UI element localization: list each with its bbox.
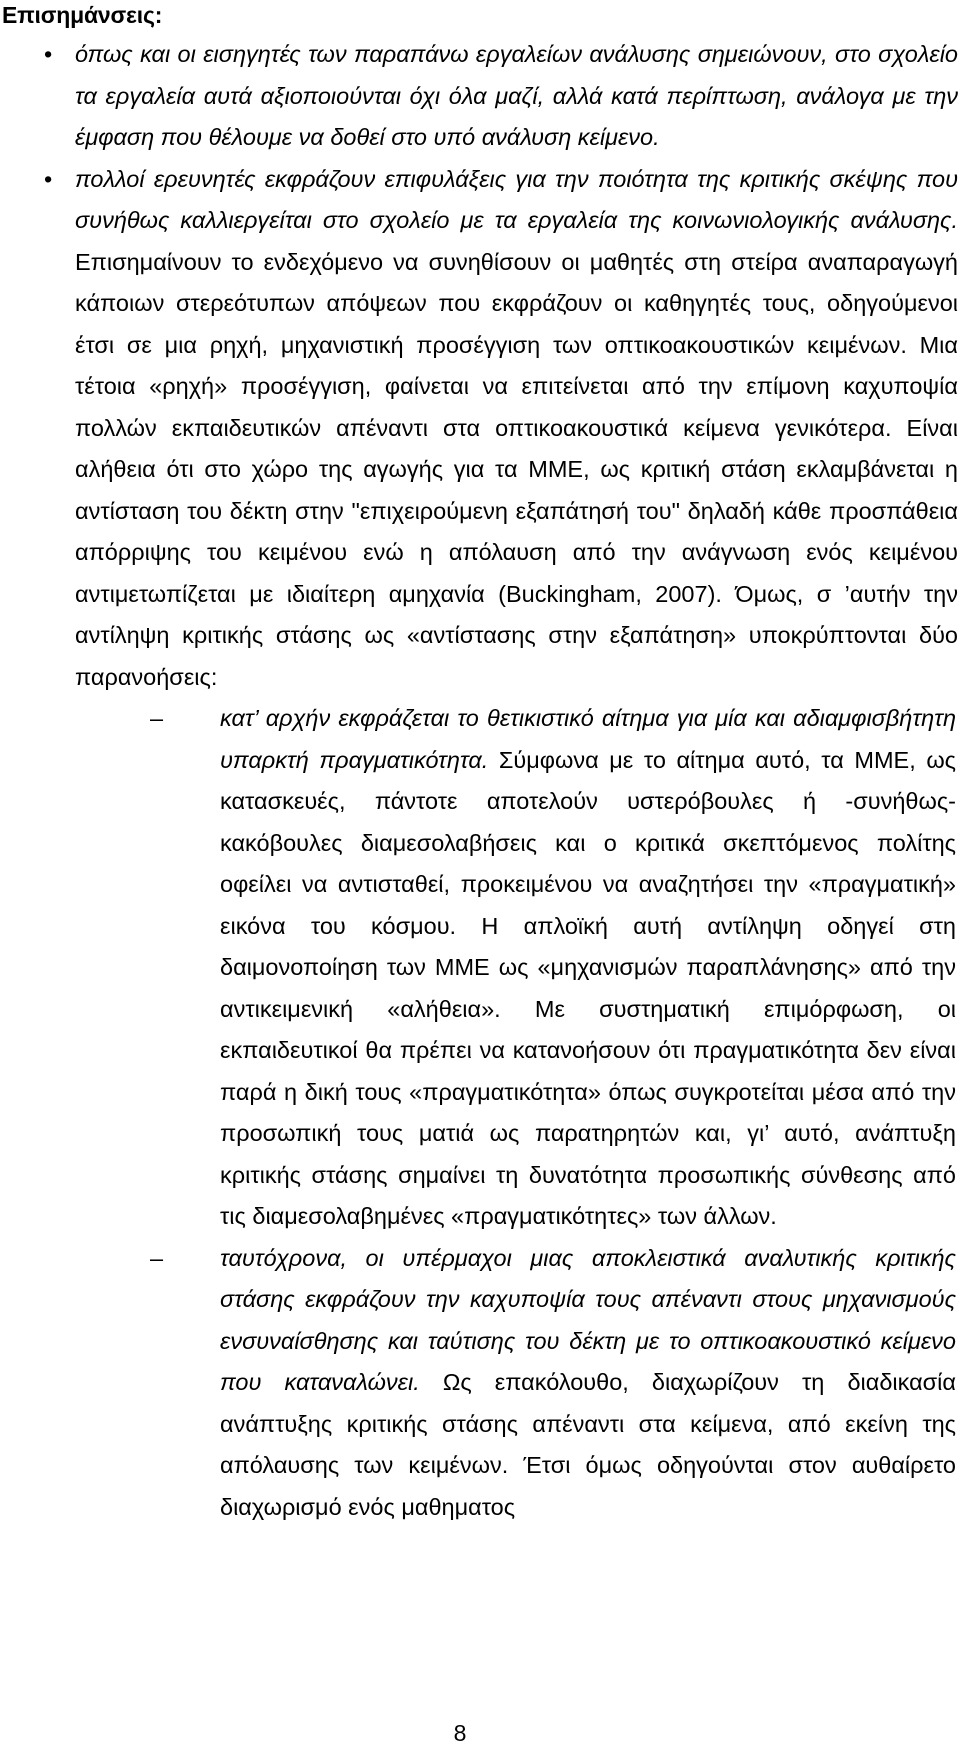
dash-1-body-text: Σύμφωνα με το αίτημα αυτό, τα ΜΜΕ, ως κατασκευές, πάντοτε αποτελούν υστερόβουλες ή -συνήθως- κακόβουλες διαμεσολαβήσεις και ο κριτικά σκεπτόμενος πολίτης οφείλει να αντισταθεί, προκειμένου να αναζητήσει την «πραγματική» εικόνα του κόσμου. Η απλοϊκή αυτή αντίληψη οδηγεί στη δαιμονοποίηση των ΜΜΕ ως «μηχανισμών παραπλάνησης» από την αντικειμενική «αλήθεια». Με συστηματική επιμόρφωση, οι εκπαιδευτικοί θα πρέπει να κατανοήσουν ότι πραγματικότητα δεν είναι παρά η δική τους «πραγματικότητα» όπως συγκροτείται μέσα από την προσωπική τους ματιά ως παρατηρητών και, γι’ αυτό, ανάπτυξη κριτικής στάσης σημαίνει τη δυνατότητα προσωπικής σύνθεσης από τις διαμεσολαβημένες «πραγματικότητες» των άλλων. [220, 746, 956, 1229]
bullet-2-italic-text: πολλοί ερευνητές εκφράζουν επιφυλάξεις για την ποιότητα της κριτικής σκέψης που συνήθως καλλιεργείται στο σχολείο με τα εργαλεία της κοινωνιολογικής ανάλυσης. [75, 165, 958, 233]
dash-icon: – [150, 705, 164, 731]
bullet-item-1 [0, 34, 960, 159]
page-number: 8 [453, 1720, 467, 1746]
dash-2-body-text: Ως επακόλουθο, διαχωρίζουν τη διαδικασία ανάπτυξης κριτικής στάσης απέναντι στα κείμενα, από εκείνη της απόλαυσης των κειμένων. Έτσι όμως οδηγούνται στον αυθαίρετο διαχωρισμό ενός μαθηματος [220, 1369, 956, 1520]
dash-item-2 [75, 1238, 958, 1529]
bullet-item-2 [0, 159, 960, 1529]
dash-1-italic-text: κατ’ αρχήν εκφράζεται το θετικιστικό αίτημα για μία και αδιαμφισβήτητη υπαρκτή πραγματικότητα. [220, 705, 956, 773]
bullet-list [0, 34, 960, 1528]
bullet-icon: • [44, 41, 53, 67]
section-heading: Επισημάνσεις: [2, 2, 163, 28]
bullet-2-body-text: Επισημαίνουν το ενδεχόμενο να συνηθίσουν οι μαθητές στη στείρα αναπαραγωγή κάποιων στερεότυπων απόψεων που εκφράζουν οι καθηγητές τους, οδηγούμενοι έτσι σε μια ρηχή, μηχανιστική προσέγγιση των οπτικοακουστικών κειμένων. Μια τέτοια «ρηχή» προσέγγιση, φαίνεται να επιτείνεται από την επίμονη καχυποψία πολλών εκπαιδευτικών απέναντι στα οπτικοακουστικά κείμενα γενικότερα. Είναι αλήθεια ότι στο χώρο της αγωγής για τα ΜΜΕ, ως κριτική στάση εκλαμβάνεται η αντίσταση του δέκτη στην "επιχειρούμενη εξαπάτησή του" δηλαδή κάθε προσπάθεια απόρριψης του κειμένου ενώ η απόλαυση από την ανάγνωση ενός κειμένου αντιμετωπίζεται με ιδιαίτερη αμηχανία (Buckingham, 2007). Όμως, σ ’αυτήν την αντίληψη κριτικής στάσης ως «αντίστασης στην εξαπάτηση» υποκρύπτονται δύο παρανοήσεις: [75, 248, 958, 690]
dash-item-1 [75, 698, 958, 1238]
bullet-icon: • [44, 165, 53, 192]
bullet-1-text: όπως και οι εισηγητές των παραπάνω εργαλείων ανάλυσης σημειώνουν, στο σχολείο τα εργαλεία αυτά αξιοποιούνται όχι όλα μαζί, αλλά κατά περίπτωση, ανάλογα με την έμφαση που θέλουμε να δοθεί στο υπό ανάλυση κείμενο. [75, 41, 958, 150]
dash-2-italic-text: ταυτόχρονα, οι υπέρμαχοι μιας αποκλειστικά αναλυτικής κριτικής στάσης εκφράζουν την καχυποψία τους απέναντι στους μηχανισμούς ενσυναίσθησης και ταύτισης του δέκτη με το οπτικοακουστικό κείμενο που καταναλώνει. [220, 1244, 956, 1395]
dash-icon: – [150, 1244, 164, 1271]
dash-list [75, 698, 958, 1528]
